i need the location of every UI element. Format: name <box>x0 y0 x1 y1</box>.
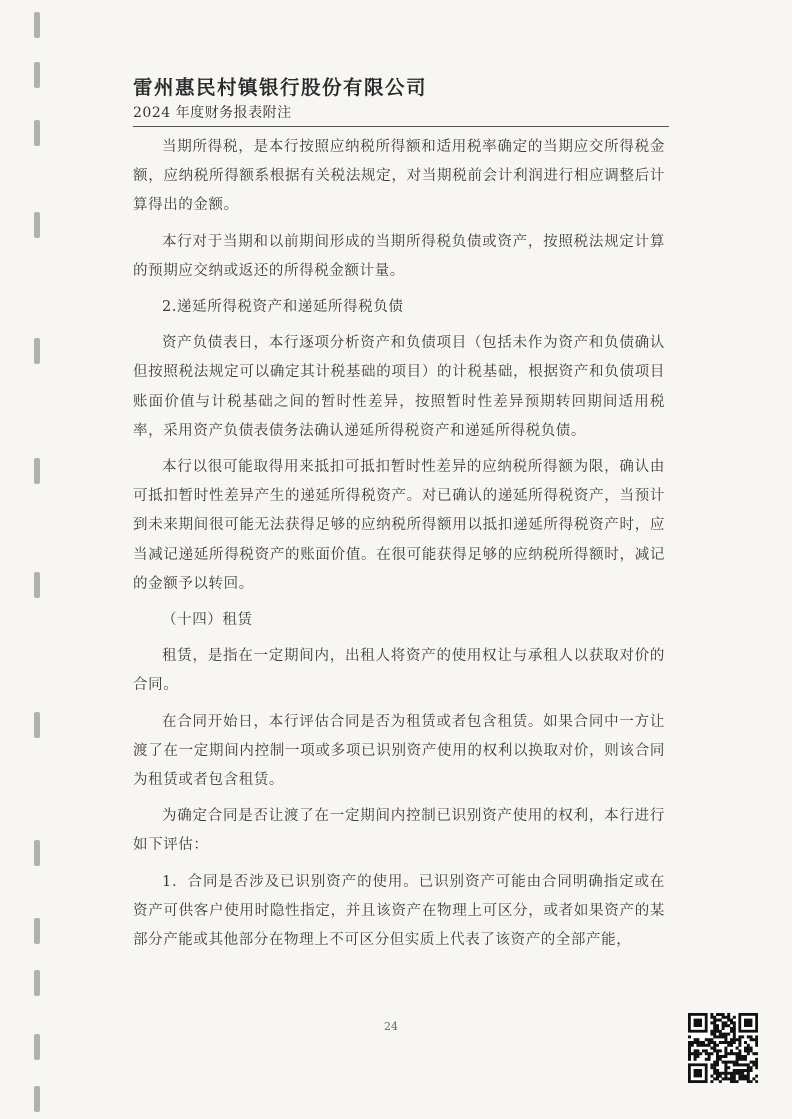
binding-mark <box>34 1034 40 1060</box>
binding-mark <box>34 918 40 944</box>
paragraph: 为确定合同是否让渡了在一定期间内控制已识别资产使用的权利，本行进行如下评估： <box>133 808 665 854</box>
paragraph: 当期所得税，是本行按照应纳税所得额和适用税率确定的当期应交所得税金额，应纳税所得额系根据有关税法规定，对当期税前会计利润进行相应调整后计算得出的金额。 <box>133 139 665 214</box>
binding-mark <box>34 840 40 866</box>
binding-mark <box>34 212 40 238</box>
binding-mark <box>34 62 40 88</box>
company-name: 雷州惠民村镇银行股份有限公司 <box>133 76 428 99</box>
qr-code-graphic <box>688 1013 758 1083</box>
qr-code-icon <box>688 1013 758 1083</box>
binding-mark <box>34 338 40 364</box>
binding-mark <box>34 120 40 146</box>
header-rule <box>133 126 669 127</box>
binding-mark <box>34 1086 40 1112</box>
binding-mark <box>34 458 40 484</box>
binding-mark <box>34 572 40 598</box>
section-heading: （十四）租赁 <box>162 612 253 629</box>
report-subtitle: 2024 年度财务报表附注 <box>133 105 292 121</box>
paragraph: 本行以很可能取得用来抵扣可抵扣暂时性差异的应纳税所得额为限，确认由可抵扣暂时性差异产生的递延所得税资产。对已确认的递延所得税资产，当预计到未来期间很可能无法获得足够的应纳税所得额用以抵扣递延所得税资产时，应当减记递延所得税资产的账面价值。在很可能获得足够的应纳税所得额时，减记的金额予以转回。 <box>133 459 665 592</box>
paragraph: 资产负债表日，本行逐项分析资产和负债项目（包括未作为资产和负债确认但按照税法规定可以确定其计税基础的项目）的计税基础，根据资产和负债项目账面价值与计税基础之间的暂时性差异，按照暂时性差异预期转回期间适用税率，采用资产负债表债务法确认递延所得税资产和递延所得税负债。 <box>133 335 665 439</box>
paragraph: 在合同开始日，本行评估合同是否为租赁或者包含租赁。如果合同中一方让渡了在一定期间内控制一项或多项已识别资产使用的权利以换取对价，则该合同为租赁或者包含租赁。 <box>133 713 665 789</box>
paragraph: 本行对于当期和以前期间形成的当期所得税负债或资产，按照税法规定计算的预期应交纳或返还的所得税金额计量。 <box>133 233 665 279</box>
binding-mark <box>34 712 40 738</box>
page-header <box>133 74 673 124</box>
binding-mark <box>34 970 40 996</box>
paragraph: 租赁，是指在一定期间内，出租人将资产的使用权让与承租人以获取对价的合同。 <box>133 648 665 694</box>
paragraph: 1．合同是否涉及已识别资产的使用。已识别资产可能由合同明确指定或在资产可供客户使用时隐性指定，并且该资产在物理上可区分，或者如果资产的某部分产能或其他部分在物理上不可区分但实质上代表了该资产的全部产能， <box>133 873 665 949</box>
binding-mark <box>34 12 40 38</box>
document-body <box>133 133 665 955</box>
page-number: 24 <box>384 1020 398 1033</box>
section-heading: 2.递延所得税资产和递延所得税负债 <box>162 299 404 316</box>
